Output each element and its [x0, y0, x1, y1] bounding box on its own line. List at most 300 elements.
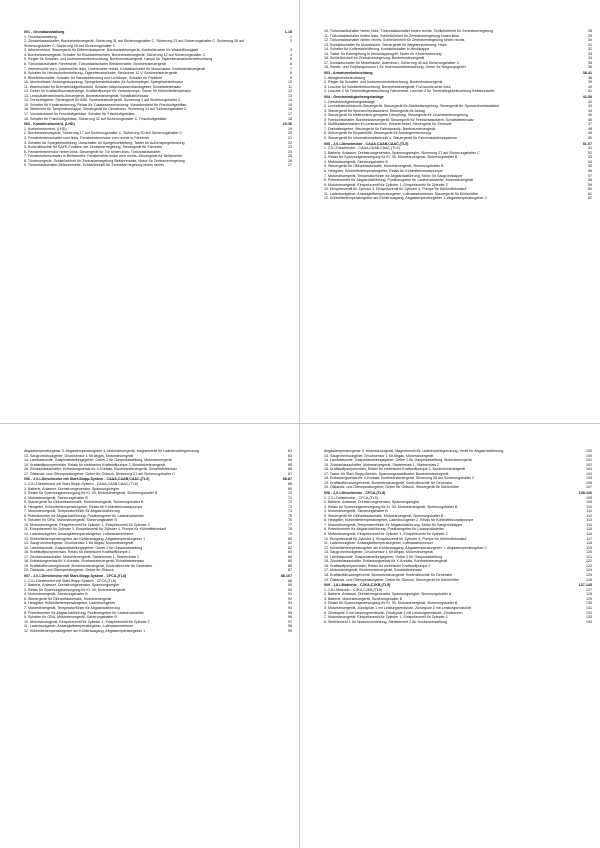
toc-entry-title: 11. Ladedruckgeber, Ansauglufttemperaturgeber, Luftmassenmesser [24, 624, 134, 629]
toc-entry-title: 15. Lambdasonde, Gaspedalstellungsgeber, Geber 2 für Gaspedalstellung [24, 545, 143, 550]
toc-entry-page: 125 [586, 572, 592, 577]
toc-entry-title: 1. 2,0-l-Dieselmotor mit Start-Stopp-System - CFCA,(TL6) [24, 578, 117, 583]
toc-entry [24, 472, 292, 477]
toc-entry-title: 13. Saugrohrdruckgeber, Drucksensor 1 für Abgas, Motorsteuergerät [324, 550, 434, 555]
toc-entry-page: 104 [586, 471, 592, 476]
toc-entry-page: 129 [586, 596, 592, 601]
toc-entry-page: 84 [288, 554, 292, 559]
toc-entry-title: 20. Ölstands- und Öltemperaturgeber, Geber für Öldruck [24, 568, 114, 573]
toc-entry-page: 8 [290, 71, 292, 76]
toc-entry-title: 1. 2,0-l-Dieselmotor - CFCA,(TL5) [324, 495, 378, 500]
toc-entry [24, 629, 292, 634]
toc-entry-page: 26 [288, 158, 292, 163]
toc-entry-page: 23 [288, 145, 292, 150]
toc-entry-page: 60 [588, 187, 592, 192]
toc-entry-page: 127-145 [578, 583, 592, 588]
toc-entry-title: 7. Motorsteuergerät, Temperaturfühler für Abgasrückführung, Motor für Saugrohrklappe [324, 173, 463, 178]
toc-entry-page: 39 [588, 80, 592, 85]
toc-entry-title: 6. Zündspule 3 mit Leistungsendstufe, Zündspule 4 mit Leistungsendstufe, Zündkerzen [324, 610, 463, 615]
toc-entry [324, 196, 592, 201]
toc-entry-page: 34 [588, 56, 592, 61]
toc-entry-title: 5. Regler für Schalter- und Instrumentenbeleuchtung, Bordnetzsteuergerät, Lampe für Zigarettenanzünderbeleuchtung [24, 57, 213, 62]
toc-entry-page: 24 [288, 149, 292, 154]
toc-entry-page: 19 [288, 126, 292, 131]
toc-entry-title: 004 - Geschwindigkeitsregelanlage [324, 95, 384, 100]
toc-entry-title: 2. Batterie, Anlasser, Drehstromgenerator, Spannungsregler [24, 583, 120, 588]
toc-entry-title: 5. Fernlichtschalter, Bordnetzsteuergerät, Steuergerät für Fernlichtassistent, Schalttafeleinsatz [324, 117, 474, 122]
toc-entry-page: 48 [588, 126, 592, 131]
toc-entry-title: 8. Türsteuergerät, Schließeinheit für Zentralverriegelung Beifahrerseite, Motor für Zentralverriegelung [24, 158, 185, 163]
toc-page-bottom-left [0, 424, 300, 848]
toc-entry-page: 16 [288, 107, 292, 112]
toc-entry-title: 2. Batterie, Anlasser, Drehstromgenerator, Spannungsregler, Sicherung 27 auf Sicherungshalter C [324, 150, 480, 155]
toc-entry-title: 13. Lenksäulenelektronik-Steuergerät, Bordnetzsteuergerät, Schalttafeleinsatz [24, 93, 149, 98]
toc-entry-page: 118 [586, 541, 592, 546]
toc-entry-title: 17. Zündanlassschalter, Motorsteuergerät, Starterrelais 1, Starterrelais 2 [24, 554, 140, 559]
toc-entry [24, 39, 292, 48]
toc-entry-title: 14. Schalter für Kofferraumöffnung, Kontaktschalter in Heckklappe [324, 47, 430, 52]
toc-entry-page: 20 [288, 131, 292, 136]
toc-entry-page: 27 [288, 163, 292, 168]
toc-entry [24, 117, 292, 122]
toc-entry-page: 65 [288, 462, 292, 467]
toc-entry-page: 120 [586, 550, 592, 555]
toc-entry-title: 7. Drehratengeber, Steuergerät für Fahrdynamik, Bordnetzsteuergerät [324, 126, 436, 131]
toc-entry-title: 2. Batterie, Anlasser, Drehstromgenerator, Spannungsregler [324, 500, 420, 505]
toc-entry-page: 29 [588, 33, 592, 38]
toc-entry-title: 1. Geschwindigkeitsregelanlage [324, 99, 375, 104]
toc-entry-page: 131 [586, 605, 592, 610]
toc-entry-page: 42-50 [582, 95, 592, 100]
toc-entry-page: 119 [586, 545, 592, 550]
toc-page-bottom-right [300, 424, 600, 848]
toc-entry-title: 9. Blinklichtschalter, Schalter für Handabblendung und Lichthupe, Schalter für Parklicht [24, 75, 163, 80]
toc-entry-title: 12. Ladedruckgeber, Ansauglufttemperaturgeber, Luftmassenmesser [24, 532, 134, 537]
toc-entry-title: 8. Steuergerät für Einparkhilfe, Steuergerät für Anhängererkennung [324, 131, 432, 136]
toc-entry-page: 80 [288, 536, 292, 541]
toc-entry-title: 16. Kraftstoffpumpenrelais, Relais für elektrische Kraftstoffpumpe 2 [24, 550, 131, 555]
toc-entry-page: 86 [288, 563, 292, 568]
toc-entry-title: 12. Türkontaktschalter hinten rechts, Schließeinheit für Zentralverriegelung hinten rechts [324, 38, 465, 43]
toc-entry-title: 7. Innenleuchte vorn, Leseleuchte links, Leseleuchte rechts, Kontaktschalter für Motorhaube, Bordnetzsteuergerät [24, 66, 205, 71]
toc-entry-title: 7. Motorsteuergerät, Temperaturfühler für Abgasrückführung, Motor für Saugrohrklappe [324, 522, 463, 527]
toc-entry-page: 62 [588, 196, 592, 201]
toc-entry-title: 15. Zündanlassschalter, Motorsteuergerät, Starterrelais 1, Starterrelais 2 [324, 462, 440, 467]
toc-entry-page: 108-126 [578, 491, 592, 496]
toc-entry [324, 485, 592, 490]
toc-entry-title: 15. Schalter für Kindersicherung, Relais für Zusatzwasserheizung, Vorwiderstand für Frischluftgebläse [24, 102, 187, 107]
toc-entry-title: 3. Relais für Spannungsversorgung für Kl. 30, Motorsteuergerät [24, 587, 126, 592]
toc-entry-title: 11. Türkontaktschalter hinten links, Schließeinheit für Zentralverriegelung hinten links [324, 33, 459, 38]
toc-entry-page: 100 [586, 449, 592, 453]
toc-entry-title: 10. Motorsteuergerät, Einspritzventil für Zylinder 1, Einspritzventil für Zylinder 2 [24, 619, 150, 624]
toc-entry-page: 54 [588, 159, 592, 164]
toc-entry-title: 4. Motorsteuergerät, Sicherungshalter B [24, 592, 88, 597]
toc-entry-title: 17. Ölstands- und Öltemperaturgeber, Geber für Öldruck, Sicherung 21 auf Sicherungshalter C [24, 471, 175, 476]
toc-entry-title: 8. Potentiometer für Abgasrückführung, Positionsgeber für Ladedrucksteller, Motorsteuergerät [324, 178, 474, 183]
toc-entry-page: 4 [290, 52, 292, 57]
toc-entry-title: 003 - Armaturenbeleuchtung [324, 71, 373, 76]
toc-entry-page: 63 [288, 453, 292, 458]
toc-entry-title: 5. Steuergerät für Glühzeitautomatik, Motorsteuergerät, Sicherungshalter B [324, 513, 444, 518]
toc-entry-title: 14. Saugrohrdruckgeber, Drucksensor 1 für Abgas, Motorsteuergerät [24, 541, 134, 546]
toc-entry-page: 15 [288, 102, 292, 107]
toc-entry-page: 12 [288, 89, 292, 94]
toc-entry-page: 116 [586, 532, 592, 537]
toc-entry-title: 13. Saugrohrdruckgeber, Drucksensor 1 für Abgas, Motorsteuergerät [24, 453, 134, 458]
toc-entry-title: 12. Kühlmitteltemperaturgeber am Kühlerausgang, Abgastemperaturgeber 1 [24, 628, 146, 633]
toc-entry-page: 114 [586, 522, 592, 527]
toc-entry-title: 1. 2,0-l-Dieselmotor mit Start-Stopp-System - CAAA,CAAB,CAAC,(TL6) [24, 482, 138, 487]
toc-entry-page: 53 [588, 155, 592, 160]
toc-entry-page: 107 [586, 485, 592, 490]
toc-entry-page: 30 [588, 38, 592, 43]
toc-entry-title: 4. Motorsteuergerät, Sicherungshalter B [324, 509, 388, 514]
toc-entry-page: 75 [288, 513, 292, 518]
toc-entry-page: 124 [586, 568, 592, 573]
toc-entry-page: 108 [586, 495, 592, 500]
toc-entry-title: 2. Bordnetzsteuergerät, Sicherung 17 auf Sicherungshalter C, Sicherung 30 auf Sicherungshalter C [24, 131, 183, 136]
toc-entry-title: 5. Steuergerät für Glühzeitautomatik, Motorsteuergerät, Sicherungshalter B [24, 500, 144, 505]
toc-entry-title: 11. Ladedruckgeber, Ansauglufttemperaturgeber, Luftmassenmesser [324, 541, 434, 546]
toc-entry-page: 76 [288, 518, 292, 523]
toc-entry-page: 90 [288, 587, 292, 592]
toc-entry-page: 46 [588, 117, 592, 122]
toc-entry-page: 87 [288, 568, 292, 573]
toc-entry-title: Abgastemperaturgeber 3, Abgastemperaturgeber 4, Motorsteuergerät, Magnetventil für Ladedruckbegrenzung [24, 449, 200, 453]
toc-entry-title: 3. Wischermotor, Steuergerät für Differenzialsperre, Bordnetzsteuergerät, Kontrollleuchte für Waschflüssigkeit [24, 48, 199, 53]
toc-entry-title: 005 - 2,0-l-Dieselmotor - CAAA,CAAB,CAAC,(TL5) [324, 141, 409, 146]
toc-entry-title: 19. Kraftstoffdruckregelventil, Bordnetzsteuergerät, Kontrollleuchte für Generator [324, 480, 453, 485]
toc-entry-page: 18 [288, 116, 292, 121]
toc-entry-page: 10 [288, 80, 292, 85]
toc-entry-page: 1 [290, 34, 292, 39]
toc-entry-page: 78 [288, 527, 292, 532]
toc-entry-page: 79 [288, 532, 292, 537]
toc-entry-page: 56 [588, 168, 592, 173]
toc-entry-page: 13 [288, 93, 292, 98]
toc-entry-page: 134 [586, 619, 592, 624]
toc-entry-page: 127 [586, 587, 592, 592]
toc-entry-title: 18. Entlastungsrelais für X-Kontakt, Bordnetzsteuergerät, Sicherung 28 auf Sicherungshalter C [324, 476, 475, 481]
toc-entry-title: 16. Stellmotor für Temperaturklappe, Steuergerät für Climatronic, Sicherung 24 auf Sicherungshalter C [24, 107, 187, 112]
toc-entry-title: 14. Lambdasonde, Gaspedalstellungsgeber, Geber 2 für Gaspedalstellung [324, 554, 443, 559]
toc-entry-title: 3. Batterie, Motorsteuergerät, Sicherungshalter B [324, 596, 403, 601]
toc-entry-title: 1. Grundausstattung [24, 34, 57, 39]
toc-entry-page: 58 [588, 178, 592, 183]
toc-entry-title: 002 - Kombiinstrument, (LHD) [24, 122, 75, 127]
toc-entry-title: 9. Schalter für GRA, Motorsteuergerät, Sicherungshalter B [24, 615, 117, 620]
toc-entry-page: 63 [288, 449, 292, 453]
toc-entry-title: 14. Drehzahlgeber, Steuergerät für ABS, Bordnetzsteuergerät, Sicherung 3 auf Sicherungshalter C [24, 98, 181, 103]
toc-entry-title: 2. Zündanlassschalter, Bordnetzsteuergerät, Sicherung 31 auf Sicherungshalter C, Sicherung 23 auf Sicherungshalter C, Sicherung 26 auf Sicherungshalter C, Sicherung 28 auf Sicherungshalter C [24, 39, 245, 48]
toc-entry-title: 6. Multifunktionstasten im Lenkrad links, Wischerhebel, Steuergerät für Sensorik [324, 122, 452, 127]
toc-entry-title: 13. Kühlmitteltemperaturgeber am Kühlerausgang, Abgastemperaturgeber 1 [24, 536, 146, 541]
toc-page-top-left [0, 0, 300, 424]
toc-entry-page: 77 [288, 522, 292, 527]
toc-entry-page: 50 [588, 135, 592, 140]
toc-entry-page: 21 [288, 135, 292, 140]
toc-entry-page: 83 [288, 550, 292, 555]
toc-entry-title: 007 - 2,0-l-Dieselmotor mit Start-Stopp-System - CFCA,(TL6) [24, 574, 127, 579]
toc-entry-title: 9. Steuergerät für Informationselektronik 1, Steuergerät für Fahrerassistenzsysteme [324, 135, 458, 140]
toc-entry-title: 12. Kühlmitteltemperaturgeber am Kühlerausgang, Abgastemperaturgeber 1, Abgastemperaturgeber 2 [324, 196, 487, 201]
toc-entry-page: 36 [588, 65, 592, 70]
toc-entry-page: 43 [588, 104, 592, 109]
toc-entry-title: 6. Heizgitter, Kühlmitteltemperaturgeber, Ladedruckgeber 2, Relais für Kühlmittelzusatzpumpe [324, 518, 474, 523]
toc-entry-page: 33 [588, 51, 592, 56]
toc-entry-title: 5. Steuergerät für Glühzeitautomatik, Motorsteuergerät, Sicherungshalter B [324, 164, 444, 169]
toc-entry-page: 67 [288, 471, 292, 476]
toc-entry-title: 15. Kraftstoffpumpenrelais, Relais für elektrische Kraftstoffpumpe 2, Bordnetzsteuergerät [24, 462, 166, 467]
toc-entry-page: 31 [588, 42, 592, 47]
toc-entry-title: 1. 2,0-l-Dieselmotor - CAAA,CAAB,CAAC,(TL5) [324, 146, 400, 151]
toc-entry-page: 111 [586, 509, 592, 514]
toc-entry-title: 5. Steuergerät für Glühzeitautomatik, Motorsteuergerät [24, 596, 112, 601]
toc-entry-title: 14. Lambdasonde, Gaspedalstellungsgeber, Geber 2 für Gaspedalstellung, Motorsteuergerät [324, 458, 472, 463]
toc-entry-page: 88 [288, 578, 292, 583]
toc-entry [324, 89, 592, 94]
toc-entry-title: 17. Vorwiderstand für Frischluftgebläse, Schalter für Frischluftgebläse [24, 112, 135, 117]
toc-entry-title: 6. Heizgitter, Kühlmitteltemperaturgeber, Ladedruckgeber [24, 601, 116, 606]
toc-entry-title: 19. Kraftstoffdruckregelventil, Bordnetzsteuergerät, Kontrollleuchte für Generator [24, 563, 153, 568]
toc-entry-page: 133 [586, 615, 592, 620]
toc-entry-page: 55 [588, 164, 592, 169]
toc-entry [24, 568, 292, 573]
toc-entry-page: 28 [588, 29, 592, 33]
toc-entry-page: 3 [290, 48, 292, 53]
toc-entry-page: 96 [288, 615, 292, 620]
toc-entry-title: 3. Relais für Spannungsversorgung für Kl. 30, Motorsteuergerät, Sicherungshalter B [24, 491, 158, 496]
toc-entry-title: 2. Regler für Schalter- und Instrumentenbeleuchtung, Bordnetzsteuergerät [324, 80, 443, 85]
toc-entry-title: 4. Schalter für Spiegeleinstellung, Umschalter für Spiegelverstellung, Taster für Außenspiegelheizung [24, 140, 185, 145]
toc-entry-title: 12. Kühlmitteltemperaturgeber am Kühlerausgang, Abgastemperaturgeber 1, Abgastemperaturgeber 2 [324, 545, 487, 550]
toc-entry-page: 64 [288, 458, 292, 463]
toc-entry-page: 81 [288, 541, 292, 546]
toc-entry-page: 35 [588, 60, 592, 65]
toc-entry-page: 88-107 [280, 574, 292, 579]
toc-entry-title: 15. Zündanlassschalter, Entlastungsrelais für X-Kontakt, Bordnetzsteuergerät [324, 559, 447, 564]
toc-entry-title: 5. Kontrollleuchte für SAFE-Funktion der Zentralverriegelung, Steuergerät für Fahrertür [24, 145, 163, 150]
toc-entry-page: 32 [588, 47, 592, 52]
toc-entry-title: 3. Steuergerät für Spurwechselassistent, Steuergerät für Airbag [324, 108, 425, 113]
toc-entry-page: 85 [288, 559, 292, 564]
toc-entry-title: 3. Fensterheberschalter vorn links, Fensterhebermotor vorn rechts in Fahrertür [24, 135, 150, 140]
toc-entry-page: 92 [288, 596, 292, 601]
toc-entry-title: 4. Steuergerät für elektronisch geregelte Dämpfung, Steuergerät für Leuchtweitenregelung [324, 113, 468, 118]
toc-entry-page: 7 [290, 66, 292, 71]
toc-entry-page: 49 [588, 131, 592, 136]
toc-entry-page: 128 [586, 592, 592, 597]
toc-entry-page: 95 [288, 610, 292, 615]
toc-entry-page: 51-67 [582, 141, 592, 146]
toc-entry-title: 6. Fensterhebermotor hinten links, Steuergerät für Tür hinten links, Türkontaktschalter [24, 149, 161, 154]
toc-entry-page: 69 [288, 486, 292, 491]
toc-entry-page: 38-41 [582, 71, 592, 76]
toc-entry-title: 2. Batterie, Anlasser, Drehstromgenerator, Spannungsregler, Sicherungshalter A [324, 592, 452, 597]
toc-entry-title: 8. Potentiometer für Abgasrückführung, Positionsgeber für Ladedrucksteller [324, 527, 444, 532]
toc-entry-title: 6. Heizgitter, Kühlmitteltemperaturgeber, Relais für Kühlmittelzusatzpumpe [24, 504, 143, 509]
toc-entry-title: 7. Fensterheberschalter in Beifahrertür, Fensterhebermotor vorn rechts, Steuergerät für Beifahrertür [24, 154, 183, 159]
toc-entry-page: 11 [288, 84, 292, 89]
toc-entry-title: 7. Motorsteuergerät, Temperaturfühler für Abgasrückführung [24, 605, 120, 610]
toc-entry-page: 109 [586, 500, 592, 505]
toc-entry-page: 100 [586, 453, 592, 458]
toc-entry-page: 57 [588, 173, 592, 178]
toc-entry-title: 001 - Grundausstattung [24, 30, 65, 35]
toc-entry-page: 106 [586, 480, 592, 485]
toc-entry-title: 1. 1,8-l-Motronic - CJKA,CJKB,(TL5) [324, 587, 383, 592]
toc-entry-page: 22 [288, 140, 292, 145]
toc-entry-page: 38 [588, 75, 592, 80]
toc-entry-page: 47 [588, 122, 592, 127]
toc-entry-title: 10. Einspritzventil für Zylinder 3, Einspritzventil für Zylinder 4, Pumpe für Kühlmittelumlauf [324, 187, 467, 192]
toc-entry-page: 74 [288, 509, 292, 514]
toc-entry-page: 102 [586, 462, 592, 467]
toc-entry-title: 4. Motorsteuergerät, Sicherungshalter B [24, 495, 88, 500]
toc-entry-title: 8. Potentiometer für Abgasrückführung, Positionsgeber für Ladedrucksteller [24, 513, 144, 518]
toc-entry-page: 6 [290, 62, 292, 67]
toc-entry-title: 006 - 2,0-l-Dieselmotor mit Start-Stopp-System - CAAA,CAAB,CAAC,(TL6) [24, 477, 150, 482]
toc-entry-page: 71 [288, 495, 292, 500]
toc-entry-page: 2 [290, 39, 292, 44]
toc-entry-page: 112 [586, 513, 592, 518]
toc-entry-title: 009 - 1,8-l-Motronic - CJKA,CJKB,(TL5) [324, 583, 391, 588]
toc-entry-page: 99 [288, 628, 292, 633]
toc-entry-title: 3. Relais für Spannungsversorgung für Kl. 30, Motorsteuergerät, Sicherungshalter B [324, 155, 458, 160]
toc-entry-page: 103 [586, 467, 592, 472]
toc-entry-title: 7. Motorsteuergerät, Temperaturfühler für Abgasrückführung [24, 509, 120, 514]
toc-entry [324, 136, 592, 141]
toc-entry-page: 89 [288, 583, 292, 588]
toc-entry-page: 122 [586, 559, 592, 564]
toc-entry-title: 2. Lenksäulenelektronik-Steuergerät, Steuergerät für Abstandsregelung, Steuergerät für Spurwechselassistent [324, 104, 500, 109]
toc-entry [24, 163, 292, 168]
toc-entry-page: 72 [288, 500, 292, 505]
toc-entry-title: 7. Motorsteuergerät, Einspritzventil für Zylinder 1, Einspritzventil für Zylinder 2 [324, 615, 448, 620]
toc-entry [324, 578, 592, 583]
toc-entry-title: 10. Abnehmbarer Anhängerkupplung, Spiegelverstellschalter für Außenspiegel, Spiegelverstellmotor [24, 80, 184, 85]
toc-entry-page: 126 [586, 577, 592, 582]
toc-entry-title: 17. Kontaktschalter für Motorhaube, Alarmhorn, Sicherung 44 auf Sicherungshalter C [324, 60, 460, 65]
toc-entry-page: 98 [288, 624, 292, 629]
toc-entry-page: 17 [288, 112, 292, 117]
toc-entry-title: 5. Motorsteuergerät, Zündspule 1 mit Leistungsendstufe, Zündspule 2 mit Leistungsendstufe [324, 605, 471, 610]
toc-entry-title: 4. Bordnetzsteuergerät, Schalter für Rückfahrleuchten, Bordnetzsteuergerät, Sicherung 12 auf Sicherungshalter C [24, 52, 206, 57]
toc-entry-title: 1. Kombiinstrument, (LHD) [24, 126, 67, 131]
toc-entry-title: 3. Relais für Spannungsversorgung für Kl. 30, Motorsteuergerät, Sicherungshalter B [324, 504, 458, 509]
toc-entry-page: 91 [288, 592, 292, 597]
toc-entry-page: 1-18 [284, 30, 292, 35]
toc-entry [324, 65, 592, 70]
toc-entry-page: 19-36 [282, 122, 292, 127]
toc-entry-page: 70 [288, 491, 292, 496]
toc-entry-page: 66 [288, 467, 292, 472]
toc-entry-title: 11. Einspritzventil für Zylinder 3, Einspritzventil für Zylinder 4, Pumpe für Kühlmittelumlauf [24, 527, 167, 532]
toc-entry-title: 17. Motorsteuergerät, Bordnetzsteuergerät, Schalttafeleinsatz [324, 568, 423, 573]
toc-entry-page: 101 [586, 458, 592, 463]
toc-entry-page: 130 [586, 601, 592, 606]
toc-entry-title: 8. Stellelement 1 für Nockenverstellung, Stellelement 2 für Nockenverstellung [324, 619, 448, 624]
toc-entry-title: 9. Schalter für GRA, Motorsteuergerät, Sicherungshalter B [24, 518, 117, 523]
toc-entry-title: 10. Einspritzventil für Zylinder 3, Einspritzventil für Zylinder 4, Pumpe für Kühlmittelumlauf [324, 536, 467, 541]
toc-entry-title: 16. Schließeinheit für Zentralverriegelung, Bordnetzsteuergerät [324, 56, 425, 61]
toc-entry-page: 61 [588, 191, 592, 196]
toc-entry-page: 121 [586, 554, 592, 559]
toc-entry-title: 14. Lambdasonde, Gaspedalstellungsgeber, Geber 2 für Gaspedalstellung, Motorsteuergerät [24, 458, 172, 463]
toc-entry-title: 13. Saugrohrdruckgeber, Drucksensor 1 für Abgas, Motorsteuergerät [324, 453, 434, 458]
toc-entry-page: 44 [588, 108, 592, 113]
toc-entry-title: 11. Ladedruckgeber, Ansauglufttemperaturgeber, Luftmassenmesser, Steuergerät für Kühlerlüfter [324, 191, 479, 196]
toc-entry-title: 9. Türkontaktschalter Beifahrerseite, Schließeinheit für Zentralverriegelung hinten rechts [24, 163, 164, 168]
toc-entry-page: 115 [586, 527, 592, 532]
toc-entry-title: Abgastemperaturgeber 4, Motorsteuergerät, Magnetventil für Ladedruckbegrenzung, Ventil für Abgasrückführung [324, 449, 504, 453]
toc-entry-title: 20. Ölstands- und Öltemperaturgeber, Geber für Öldruck, Steuergerät für Kühlerlüfter [324, 485, 460, 490]
toc-entry-page: 110 [586, 504, 592, 509]
toc-entry-page: 9 [290, 75, 292, 80]
toc-entry-title: 16. Kraftstoffpumpenrelais, Relais für elektrische Kraftstoffpumpe 2 [324, 563, 431, 568]
toc-entry-title: 4. Leuchte 2 für Türeinstiegsbeleuchtung Fahrerseite, Leuchte 2 für Türeinstiegsbeleuchtung Beifahrerseite [324, 89, 495, 94]
toc-entry-title: 15. Taster für Entriegelung in Heckklappengriff, Taster für Kindersicherung [324, 51, 442, 56]
toc-entry-page: 5 [290, 57, 292, 62]
toc-page-top-right [300, 0, 600, 424]
toc-entry-title: 4. Relais für Spannungsversorgung für Kl. 30, Motorsteuergerät, Sicherungshalter B [324, 601, 458, 606]
toc-entry-page: 14 [288, 98, 292, 103]
toc-entry-title: 10. Türkontaktschalter hinten links, Türkontaktschalter hinten rechts, Schließeinheit für Zentralverriegelung [324, 29, 494, 33]
toc-entry-page: 113 [586, 518, 592, 523]
toc-entry-title: 6. Heizgitter, Kühlmitteltemperaturgeber, Relais für Kühlmittelzusatzpumpe [324, 168, 443, 173]
toc-entry-title: 18. Sende- und Empfangsmodul 1 für Innenraumüberwachung, Geber für Neigungsgeber [324, 65, 467, 70]
toc-entry-title: 9. Motorsteuergerät, Einspritzventil für Zylinder 1, Einspritzventil für Zylinder 2 [324, 182, 448, 187]
toc-entry-title: 008 - 2,0-l-Dieselmotor - CFCA,(TL5) [324, 491, 386, 496]
toc-entry-title: 17. Taster für Start-Stopp-Betrieb, Spannungsstabilisator, Bordnetzsteuergerät [324, 471, 449, 476]
toc-entry-title: 2. Batterie, Anlasser, Drehstromgenerator, Spannungsregler [24, 486, 120, 491]
toc-entry-title: 16. Kraftstoffpumpenrelais, Relais für elektrische Kraftstoffpumpe 2, Bordnetzsteuergerät [324, 467, 466, 472]
toc-entry-page: 42 [588, 99, 592, 104]
toc-entry-page: 123 [586, 563, 592, 568]
toc-entry-title: 10. Motorsteuergerät, Einspritzventil für Zylinder 1, Einspritzventil für Zylinder 2 [24, 522, 150, 527]
toc-entry-title: 1. Ablageneinbeleuchtung [324, 75, 366, 80]
toc-entry-page: 40 [588, 84, 592, 89]
toc-entry-title: 13. Kontaktschalter für Motorhaube, Steuergerät für Wegfahrsicherung, Hupe [324, 42, 447, 47]
toc-entry-title: 3. Leuchte für Schalterbeleuchtung, Bordnetzsteuergerät, Fußraumleuchte links [324, 84, 451, 89]
toc-entry-page: 82 [288, 545, 292, 550]
toc-entry-title: 4. Motorsteuergerät, Sicherungshalter B [324, 159, 388, 164]
toc-entry-page: 132 [586, 610, 592, 615]
toc-entry-page: 68-87 [282, 477, 292, 482]
toc-entry-page: 25 [288, 154, 292, 159]
toc-entry-title: 11. Warnkontakt für Bremsflüssigkeitsstand, Schalter-Waschwasserstandsgeber, Schalttafeleinsatz [24, 84, 182, 89]
toc-entry-title: 18. Kraftstoffdruckregelventil, Bordnetzsteuergerät, Kontrollleuchte für Generator [324, 572, 453, 577]
toc-entry-page: 51 [588, 146, 592, 151]
toc-entry-page: 68 [288, 482, 292, 487]
toc-entry-page: 52 [588, 150, 592, 155]
toc-entry-page: 94 [288, 605, 292, 610]
toc-entry-title: 18. Schalter für Frischluftgebläse, Sicherung 42 auf Sicherungshalter C, Frischluftgebläse [24, 116, 167, 121]
toc-entry-title: 8. Potentiometer für Abgasrückführung, Positionsgeber für Ladedrucksteller [24, 610, 144, 615]
toc-entry-title: 18. Entlastungsrelais für X-Kontakt, Bordnetzsteuergerät, Schalttafeleinsatz [24, 559, 145, 564]
toc-entry-title: 12. Geber für Kraftstoffvorratsanzeige, Kraftstoffpumpe für Vorlaufpumpe, Geber für Kühlmitteltemperatur [24, 89, 192, 94]
toc-entry-title: 16. Zündanlassschalter, Entlastungsrelais für X-Kontakt, Bordnetzsteuergerät, Schalttafeleinsatz [24, 467, 178, 472]
toc-entry-page: 41 [588, 89, 592, 94]
toc-entry-page: 93 [288, 601, 292, 606]
toc-entry-page: 117 [586, 536, 592, 541]
toc-entry-page: 73 [288, 504, 292, 509]
toc-entry-title: 6. Türkontaktschalter Fahrerseite, Türkontaktschalter Beifahrerseite, Bordnetzsteuergerät [24, 62, 166, 67]
toc-entry-title: 19. Ölstands- und Öltemperaturgeber, Geber für Öldruck, Steuergerät für Kühlerlüfter [324, 577, 460, 582]
toc-entry-page: 97 [288, 619, 292, 624]
toc-entry-page: 105 [586, 476, 592, 481]
